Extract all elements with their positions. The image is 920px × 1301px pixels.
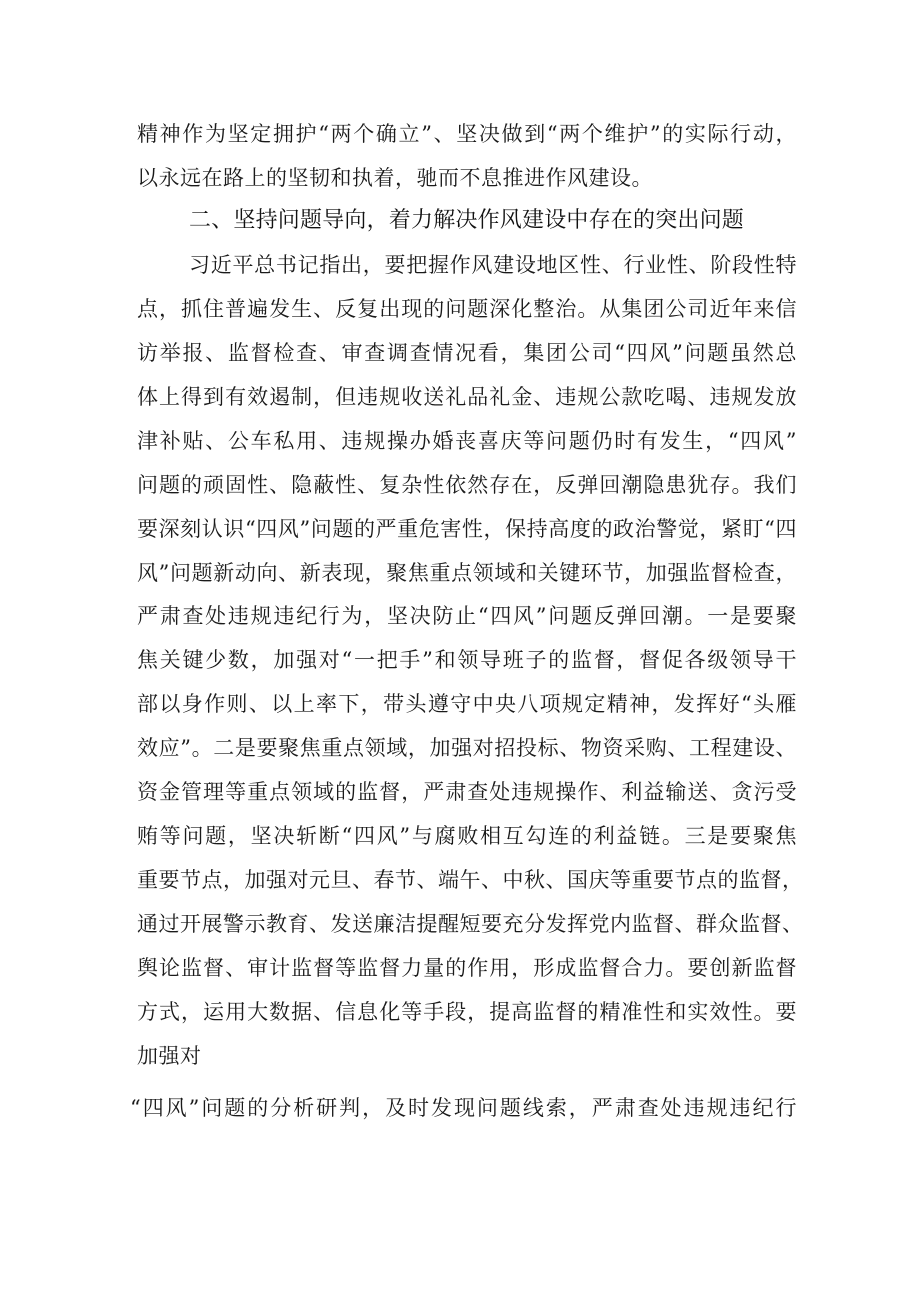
paragraph-line: 焦关键少数，加强对“一把手”和领导班子的监督，督促各级领导干 [137,648,797,672]
paragraph-line: 风”问题新动向、新表现，聚焦重点领域和关键环节，加强监督检查， [137,561,797,585]
paragraph-line: 体上得到有效遏制，但违规收送礼品礼金、违规公款吃喝、违规发放 [137,385,797,409]
paragraph-line: 点，抓住普遍发生、反复出现的问题深化整治。从集团公司近年来信 [137,297,797,321]
paragraph-line: “四风”问题的分析研判，及时发现问题线索，严肃查处违规违纪行 [130,1096,797,1120]
paragraph-line: 通过开展警示教育、发送廉洁提醒短要充分发挥党内监督、群众监督、 [137,912,804,936]
paragraph-line: 效应”。二是要聚焦重点领域，加强对招投标、物资采购、工程建设、 [137,736,797,760]
paragraph-line: 要深刻认识“四风”问题的严重危害性，保持高度的政治警觉，紧盯“四 [137,517,797,541]
paragraph-line: 以永远在路上的坚韧和执着，驰而不息推进作风建设。 [137,166,653,190]
paragraph-line: 习近平总书记指出，要把握作风建设地区性、行业性、阶段性特 [189,253,797,277]
paragraph-line: 部以身作则、以上率下，带头遵守中央八项规定精神，发挥好“头雁 [137,692,797,716]
paragraph-line: 舆论监督、审计监督等监督力量的作用，形成监督合力。要创新监督 [137,956,797,980]
paragraph-line: 重要节点，加强对元旦、春节、端午、中秋、国庆等重要节点的监督， [137,868,804,892]
paragraph-line: 资金管理等重点领域的监督，严肃查处违规操作、利益输送、贪污受 [137,780,797,804]
paragraph-line: 津补贴、公车私用、违规操办婚丧喜庆等问题仍时有发生，“四风” [137,429,797,453]
paragraph-line: 加强对 [137,1044,202,1068]
paragraph-line: 严肃查处违规违纪行为，坚决防止“四风”问题反弹回潮。一是要聚 [137,604,797,628]
paragraph-line: 访举报、监督检查、审查调查情况看，集团公司“四风”问题虽然总 [137,341,797,365]
paragraph-line: 精神作为坚定拥护“两个确立”、坚决做到“两个维护”的实际行动， [137,122,797,146]
paragraph-line: 问题的顽固性、隐蔽性、复杂性依然存在，反弹回潮隐患犹存。我们 [137,473,797,497]
paragraph-line: 贿等问题，坚决斩断“四风”与腐败相互勾连的利益链。三是要聚焦 [137,824,797,848]
paragraph-line: 方式，运用大数据、信息化等手段，提高监督的精准性和实效性。要 [137,1000,797,1024]
section-heading: 二、坚持问题导向，着力解决作风建设中存在的突出问题 [189,208,745,233]
